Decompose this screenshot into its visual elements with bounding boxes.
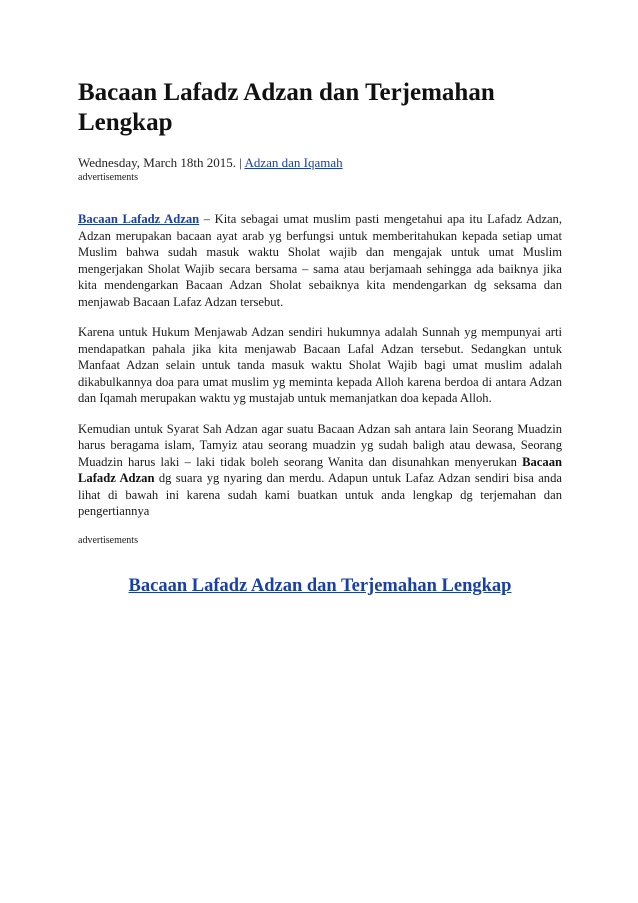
post-date: Wednesday, March 18th 2015. | xyxy=(78,155,245,170)
paragraph-intro-text: – Kita sebagai umat muslim pasti mengetahui apa itu Lafadz Adzan, Adzan merupakan bacaan ayat arab yg berfungsi untuk memberitahukan kepada setiap umat Muslim bahwa sudah masuk waktu Sholat wajib dan mengajak untuk umat Muslim mengerjakan Sholat Wajib secara bersama – sama atau berjamaah sehingga ada baiknya jika kita mendengarkan Bacaan Adzan Sholat sebaiknya kita mendengarkan dg seksama dan menjawab Bacaan Lafaz Adzan tersebut. xyxy=(78,212,562,309)
page-title: Bacaan Lafadz Adzan dan Terjemahan Lengkap xyxy=(78,79,495,136)
section-heading-link[interactable]: Bacaan Lafadz Adzan dan Terjemahan Lengkap xyxy=(128,575,512,596)
bold-keyword: Bacaan Lafadz Adzan xyxy=(78,454,562,485)
article xyxy=(78,78,562,598)
paragraph-syarat xyxy=(78,421,562,520)
ads-label-top: advertisements xyxy=(78,172,138,183)
article-keyword-link[interactable]: Bacaan Lafadz Adzan xyxy=(78,212,200,226)
category-link[interactable]: Adzan dan Iqamah xyxy=(244,155,343,170)
paragraph-syarat-text-before: Kemudian untuk Syarat Sah Adzan agar suatu Bacaan Adzan sah antara lain Seorang Muadzin harus beragama islam, Tamyiz atau seorang muadzin yg sudah baligh atau dewasa, Seorang Muadzin harus laki – laki tidak boleh seorang Wanita dan disunahkan menyerukan xyxy=(78,421,562,469)
paragraph-hukum: Karena untuk Hukum Menjawab Adzan sendiri hukumnya adalah Sunnah yg mempunyai arti mendapatkan pahala jika kita menjawab Bacaan Lafal Adzan tersebut. Sedangkan untuk Manfaat Adzan selain untuk tanda masuk waktu Sholat Wajib bagi umat muslim adalah dikabulkannya doa para umat muslim yg meminta kepada Alloh karena berdoa di antara Adzan dan Iqamah merupakan waktu yg mustajab untuk memanjatkan doa kepada Alloh. xyxy=(78,325,562,405)
paragraph-intro xyxy=(78,211,562,310)
ads-label-bottom: advertisements xyxy=(78,534,138,546)
post-meta xyxy=(78,154,562,171)
paragraph-syarat-text-after: dg suara yg nyaring dan merdu. Adapun untuk Lafaz Adzan sendiri bisa anda lihat di bawah ini karena sudah kami buatkan untuk anda lengkap dg terjemahan dan pengertiannya xyxy=(78,471,562,518)
